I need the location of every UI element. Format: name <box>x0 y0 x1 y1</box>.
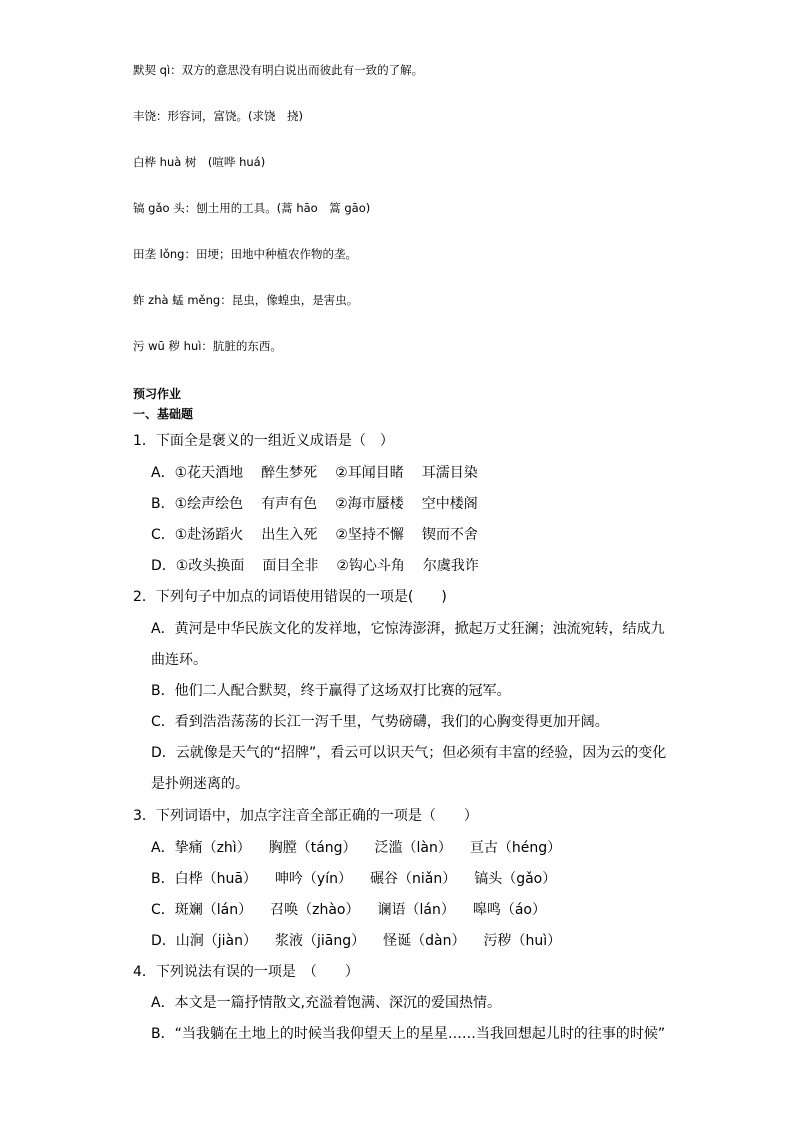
option-text: ②海市蜃楼 <box>335 496 404 512</box>
question-4-option-a: A．本文是一篇抒情散文,充溢着饱满、深沉的爱国热情。 <box>151 995 502 1011</box>
question-2-option-c: C．看到浩浩荡荡的长江一泻千里，气势磅礴，我们的心胸变得更加开阔。 <box>151 714 609 730</box>
option-text: 嗥鸣（áo） <box>472 902 546 918</box>
option-text: 空中楼阁 <box>421 496 478 512</box>
option-text: 醉生梦死 <box>261 465 318 481</box>
section-heading-preview: 预习作业 <box>133 387 182 401</box>
option-text: 出生入死 <box>261 527 318 543</box>
option-text: 呻吟（yín） <box>274 871 352 887</box>
option-text: B．白桦（huā） <box>151 871 257 887</box>
option-text: ②坚持不懈 <box>335 527 404 543</box>
vocab-note-tianlong: 田垄 lǒng：田埂；田地中种植农作物的垄。 <box>133 247 357 261</box>
option-text: 耳濡目染 <box>421 465 478 481</box>
option-text: 碾谷（niǎn） <box>370 871 457 887</box>
question-3-option-a <box>151 837 561 857</box>
vocab-note-wuhui: 污 wū 秽 huì：肮脏的东西。 <box>133 339 282 353</box>
vocab-note-zhameng: 蚱 zhà 蜢 měng：昆虫，像蝗虫，是害虫。 <box>133 293 359 307</box>
option-text: 污秽（huì） <box>483 933 562 949</box>
question-3-option-d <box>151 930 561 950</box>
vocab-note-moqi: 默契 qì：双方的意思没有明白说出而彼此有一致的了解。 <box>133 63 424 77</box>
vocab-note-gaotou: 镐 gǎo 头：刨土用的工具。(蒿 hāo 篙 gāo) <box>133 201 371 215</box>
option-text: 召唤（zhào） <box>270 902 360 918</box>
question-1-option-a <box>151 462 478 482</box>
option-text: 镐头（gǎo） <box>474 871 557 887</box>
option-text: ②耳闻目睹 <box>335 465 404 481</box>
option-text: 泛滥（làn） <box>374 840 452 856</box>
question-2-option-d-cont: 是扑朔迷离的。 <box>151 776 249 792</box>
option-text: 面目全非 <box>262 558 319 574</box>
option-text: 谰语（lán） <box>377 902 455 918</box>
option-text: D．山涧（jiàn） <box>151 933 258 949</box>
section-heading-basic: 一、基础题 <box>133 407 194 421</box>
question-3-stem: 3．下列词语中，加点字注音全部正确的一项是（ ） <box>133 808 478 824</box>
question-2-option-b: B．他们二人配合默契，终于赢得了这场双打比赛的冠军。 <box>151 683 511 699</box>
option-text: B．①绘声绘色 <box>151 496 244 512</box>
option-text: 有声有色 <box>261 496 318 512</box>
question-2-stem: 2．下列句子中加点的词语使用错误的一项是( ) <box>133 589 447 605</box>
option-text: C．斑斓（lán） <box>151 902 253 918</box>
option-text: 尔虞我诈 <box>422 558 479 574</box>
vocab-note-fengrao: 丰饶：形容词，富饶。(求饶 挠) <box>133 109 303 123</box>
option-text: 怪诞（dàn） <box>383 933 466 949</box>
question-3-option-c <box>151 899 546 919</box>
question-1-option-d <box>151 555 479 575</box>
question-1-stem: 1．下面全是褒义的一组近义成语是（ ） <box>133 433 394 449</box>
option-text: 浆液（jiāng） <box>275 933 366 949</box>
vocab-note-baihua: 白桦 huà 树 (喧哗 huá) <box>133 155 266 169</box>
option-text: ②钩心斗角 <box>336 558 405 574</box>
option-text: 亘古（héng） <box>469 840 562 856</box>
option-text: A．挚痛（zhì） <box>151 840 251 856</box>
option-text: 胸膛（táng） <box>268 840 357 856</box>
option-text: 锲而不舍 <box>421 527 478 543</box>
question-4-stem: 4．下列说法有误的一项是 （ ） <box>133 964 359 980</box>
option-text: A．①花天酒地 <box>151 465 244 481</box>
question-1-option-b <box>151 493 478 513</box>
question-2-option-a: A．黄河是中华民族文化的发祥地，它惊涛澎湃，掀起万丈狂澜；浊流宛转，结成九 <box>151 621 665 637</box>
question-3-option-b <box>151 868 556 888</box>
question-4-option-b: B．“当我躺在土地上的时候当我仰望天上的星星……当我回想起儿时的往事的时候” <box>151 1026 666 1042</box>
question-2-option-d: D．云就像是天气的“招牌”，看云可以识天气；但必须有丰富的经验，因为云的变化 <box>151 745 667 761</box>
option-text: D．①改头换面 <box>151 558 245 574</box>
question-2-option-a-cont: 曲连环。 <box>151 652 207 668</box>
option-text: C．①赴汤蹈火 <box>151 527 244 543</box>
question-1-option-c <box>151 524 478 544</box>
